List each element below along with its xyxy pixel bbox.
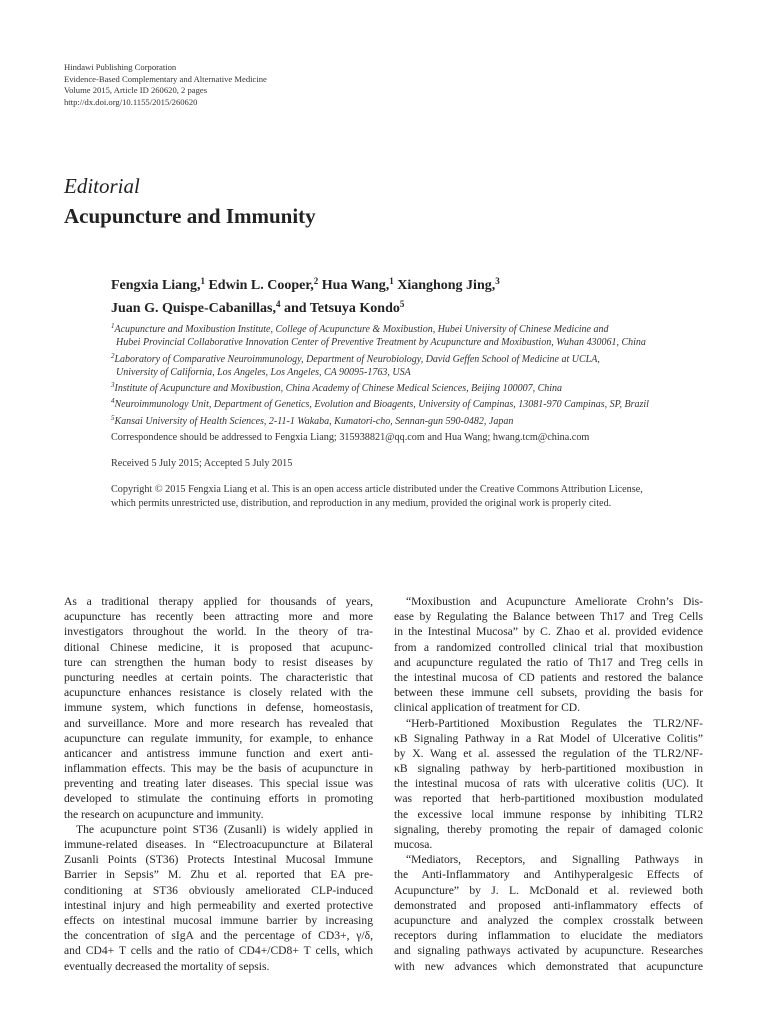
affiliation-list [111,320,711,428]
author-name: Edwin L. Cooper, [208,278,314,293]
author-affiliation-number: 3 [495,276,500,286]
journal-header [64,62,267,108]
body-text-line: “Mediators, Receptors, and Signalling Pathways in [406,853,703,867]
body-text-line: with new advances which demonstrated that acupuncture [394,959,703,973]
affiliation-number: 4 [111,397,115,406]
affiliation-text: Institute of Acupuncture and Moxibustion, China Academy of Chinese Medical Sciences, Beijing 100007, China [114,383,563,395]
body-text-line: and surveillance. More and more research has revealed that [64,716,373,730]
body-text-line: Zusanli Points (ST36) Protects Intestinal Mucosal Immune [64,853,373,867]
body-text-line: from a randomized controlled clinical trial that moxibustion [394,640,703,654]
author-list [111,272,500,318]
body-text-line: mucosa. [394,838,433,851]
correspondence [111,431,707,445]
doi-link[interactable]: http://dx.doi.org/10.1155/2015/260620 [64,96,198,107]
body-text-line: anticancer and antistress immune function and exert anti- [64,746,373,760]
author-name: Fengxia Liang, [111,278,201,293]
body-text-line: The acupuncture point ST36 (Zusanli) is widely applied in [76,822,373,836]
author-affiliation-number: 2 [313,276,319,286]
body-text-line: effects on intestinal mucosal immune barrier by increasing [64,913,373,927]
body-text-line: acupuncture can regulate immunity, for example, to enhance [64,731,373,745]
body-text-line: ditional Chinese medicine, it is proposed that acupunc- [64,640,373,654]
body-text-line: clinical application of treatment for CD. [394,701,581,715]
body-text-line: the intestinal mucosa of rats with ulcerative colitis (UC). It [394,777,703,791]
affiliation-line [111,366,711,379]
affiliation-number: 2 [111,351,115,360]
affiliation-line [111,379,711,395]
body-text-line: acupuncture enhances resistance is closely related with the [64,686,373,700]
body-text-line: “Herb-Partitioned Moxibustion Regulates the TLR2/NF- [406,716,703,730]
affiliation-number: 1 [111,322,115,330]
body-text-line: κB signaling pathway by herb-partitioned moxibustion in [394,762,703,776]
affiliation-line [111,350,711,366]
author-line-1 [111,272,500,295]
body-text-line: As a traditional therapy applied for thousands of years, [64,595,373,608]
body-text-line: signaling, thereby promoting the repair of damaged colonic [394,822,703,836]
author-affiliation-number: 1 [389,276,394,286]
body-text-line: immune system, which functions in defense, homeostasis, [64,701,373,715]
body-text-line: the research on acupuncture and immunity. [64,807,264,821]
body-text-line: ease by Regulating the Balance between Th17 and Treg Cells [394,610,703,624]
affiliation-text: Hubei Provincial Collaborative Innovation Center of Preventive Treatment by Acupuncture and Moxibustion, Wuhan 430061, China [116,337,646,349]
author-affiliation-number: 5 [399,299,405,309]
body-text-line: demonstrated and proposed anti-inflammatory effects of [394,898,703,912]
author-line-2 [111,295,500,318]
body-text-line: puncturing needles at certain points. The characteristic that [64,670,373,684]
body-text-line: between these immune cell subsets, providing the basis for [394,686,703,700]
body-text-line: and CD4+ T cells and the ratio of CD4+/CD8+ T cells, which [64,944,373,958]
affiliation-number: 3 [111,381,115,390]
body-text-line: the concentration of sIgA and the percentage of CD3+, γ/δ, [64,929,373,943]
body-text-line: inflammation effects. This may be the basis of acupuncture in [64,762,373,776]
correspondence-text: Correspondence should be addressed to Fengxia Liang; 315938821@qq.com and Hua Wang; hwang.tcm@china.com [111,432,590,443]
affiliation-line [111,320,711,336]
body-column-left [64,594,373,974]
body-text-line: κB Signaling Pathway in a Rat Model of Ulcerative Colitis” [394,731,703,745]
copyright-notice [111,483,707,511]
body-text-line: and signaling pathways activated by acupuncture. Researches [394,944,703,958]
body-text-line: by X. Wang et al. assessed the regulation of the TLR2/NF- [394,746,703,760]
affiliation-text: Kansai University of Health Sciences, 2-11-1 Wakaba, Kumatori-cho, Sennan-gun 590-0482, Japan [114,415,514,427]
affiliation-text: University of California, Los Angeles, Los Angeles, CA 90095-1763, USA [116,366,411,378]
publisher-name: Hindawi Publishing Corporation [64,62,177,72]
author-name: and Tetsuya Kondo [283,301,400,316]
body-text-line: conditioning at ST36 obviously ameliorated CLP-induced [64,883,373,897]
affiliation-text: Laboratory of Comparative Neuroimmunology, Department of Neurobiology, David Geffen School of Medicine at UCLA, [114,353,600,365]
body-text-line: the Anti-Inflammatory and Antihyperalgesic Effects of [394,868,703,882]
body-text-line: developed to stimulate the continuing efforts in promoting [64,792,373,806]
affiliation-text: Neuroimmunology Unit, Department of Genetics, Evolution and Bioagents, University of Campinas, 13081-970 Campinas, SP, Brazil [114,399,649,411]
article-type: Editorial [64,174,140,198]
body-text-line: and acupuncture regulated the ratio of Th17 and Treg cells in [394,655,703,669]
body-text-line: was reported that herb-partitioned moxibustion modulated [394,792,703,806]
body-text-line: ture can strengthen the human body to resist diseases by [64,655,373,669]
volume-info: Volume 2015, Article ID 260620, 2 pages [64,85,208,95]
body-text-line: investigators throughout the world. In the theory of tra- [64,625,373,639]
body-text-line: Barrier in Sepsis” M. Zhu et al. reported that EA pre- [64,868,373,882]
affiliation-number: 5 [111,413,115,422]
body-text-line: preventing and treating later diseases. This special issue was [64,777,373,791]
body-text-line: Acupuncture” by J. L. McDonald et al. reviewed both [394,883,703,897]
author-name: Juan G. Quispe-Cabanillas, [111,301,276,316]
received-dates [111,457,707,471]
copyright-line-1: Copyright © 2015 Fengxia Liang et al. This is an open access article distributed under the Creative Commons Attribution License, [111,484,643,495]
affiliation-line [111,336,711,349]
received-text: Received 5 July 2015; Accepted 5 July 2015 [111,458,293,469]
author-name: Xianghong Jing, [397,278,496,293]
journal-name: Evidence-Based Complementary and Alternative Medicine [64,73,267,84]
body-text-line: intestinal injury and high permeability and exerted protective [64,898,373,912]
affiliation-line [111,412,711,428]
body-text-line: “Moxibustion and Acupuncture Ameliorate Crohn’s Dis- [406,595,703,608]
body-text-line: in the Intestinal Mucosa” by C. Zhao et al. provided evidence [394,625,703,639]
body-text-line: the excessive local immune response by inhibiting TLR2 [394,807,703,821]
body-text-line: the intestinal mucosa of CD patients and restored the balance [394,670,703,684]
affiliation-line [111,395,711,411]
body-text-line: acupuncture has recently been attracting more and more [64,610,373,624]
body-text-line: acupuncture and analyzed the complex crosstalk between [394,913,703,927]
copyright-line-2: which permits unrestricted use, distribution, and reproduction in any medium, provided the original work is properly cited. [111,498,612,509]
body-text-line: immune-related diseases. In “Electroacupuncture at Bilateral [64,838,373,851]
author-name: Hua Wang, [321,278,390,293]
affiliation-text: Acupuncture and Moxibustion Institute, College of Acupuncture & Moxibustion, Hubei University of Chinese Medicine and [114,324,609,335]
article-title: Acupuncture and Immunity [64,204,316,228]
author-affiliation-number: 1 [200,276,205,286]
body-column-right [394,594,703,974]
author-affiliation-number: 4 [275,299,281,309]
body-text-line: eventually decreased the mortality of sepsis. [64,959,270,973]
body-text-line: receptors during inflammation to elucidate the mediators [394,929,703,943]
